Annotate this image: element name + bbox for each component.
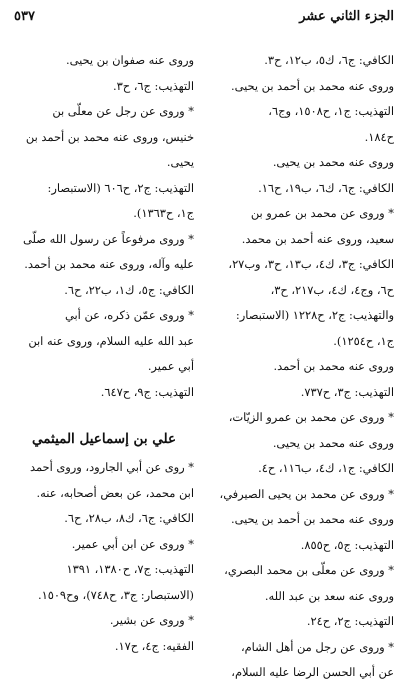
text-line: التهذيب: ج١، ح١٥٠٨، وج٦، bbox=[268, 104, 394, 118]
text-line: عبد الله عليه السلام، وروى عنه ابن bbox=[28, 333, 194, 348]
text-line: التهذيب: ج٥، ح٨٥٥. bbox=[300, 537, 394, 552]
text-line: * وروى عن ابن أبي عمير. bbox=[71, 536, 194, 551]
text-line: الكافي: ج٦، ك٥، ب١٢، ح٣. bbox=[264, 53, 394, 67]
text-line: والتهذيب: ج٢، ح١٢٢٨ (الاستبصار: bbox=[235, 308, 394, 322]
part-title: الجزء الثاني عشر bbox=[299, 9, 394, 24]
text-line: التهذيب: ج٢، ح٦٠٦ (الاستبصار: bbox=[47, 180, 194, 195]
text-line: * وروى مرفوعاً عن رسول الله صلّى bbox=[23, 231, 194, 246]
right-column bbox=[216, 48, 394, 679]
text-line: * وروى عن محمد بن يحيى الصيرفي، bbox=[219, 486, 394, 501]
section-heading: علي بن إسماعيل الميثمي bbox=[31, 431, 177, 447]
text-line: التهذيب: ج٧، ح١٣٨٠، ١٣٩١ bbox=[66, 562, 194, 576]
text-line: ج١، ح١٢٥٤). bbox=[333, 333, 394, 348]
text-line: * وروى عن محمد بن عمرو الزيّات، bbox=[228, 410, 394, 424]
text-line: عن أبي الحسن الرضا عليه السلام، bbox=[231, 665, 394, 679]
section-spacer bbox=[14, 405, 194, 423]
page-number: ٥٣٧ bbox=[14, 9, 35, 24]
text-line: وروى عنه محمد بن أحمد بن يحيى. bbox=[230, 78, 394, 93]
text-line: الكافي: ج٣، ك٤، ب١٣، ح٣، وب٢٧، bbox=[228, 257, 394, 271]
text-line: الفقيه: ج٤، ح١٧. bbox=[114, 638, 194, 653]
text-line: سعيد، وروى عنه أحمد بن محمد. bbox=[241, 231, 394, 246]
text-line: وروى عنه محمد بن يحيى. bbox=[272, 435, 394, 450]
text-line: * وروى عن محمد بن عمرو بن bbox=[250, 206, 394, 220]
text-line: الكافي: ج٦، ك٦، ب١٩، ح١٦. bbox=[258, 180, 394, 195]
text-line: التهذيب: ج٣، ح٧٣٧. bbox=[300, 384, 394, 399]
text-line: * وروى عن بشير. bbox=[109, 613, 194, 627]
text-line: * وروى عن معلّى بن محمد البصري، bbox=[224, 563, 394, 577]
left-column bbox=[14, 48, 194, 653]
text-line: التهذيب: ج٢، ح٢٤. bbox=[306, 614, 394, 628]
text-line: يحيى. bbox=[166, 155, 194, 169]
text-line: ح١٨٤. bbox=[364, 129, 394, 144]
text-line: الكافي: ج١، ك٤، ب١١٦، ح٤. bbox=[258, 461, 394, 475]
text-line: الكافي: ج٦، ك٨، ب٢٨، ح٦. bbox=[64, 511, 194, 525]
text-line: * روى عن أبي الجارود، وروى أحمد bbox=[29, 460, 194, 474]
text-line: وروى عنه سعد بن عبد الله. bbox=[264, 588, 394, 603]
text-line: * وروى عن رجل من أهل الشام، bbox=[240, 639, 394, 654]
text-line: عليه وآله، وروى عنه محمد بن أحمد. bbox=[24, 257, 194, 271]
text-line: * وروى عمّن ذكره، عن أبي bbox=[65, 308, 194, 322]
text-line: وروى عنه محمد بن يحيى. bbox=[272, 155, 394, 169]
text-line: ابن محمد، عن بعض أصحابه، عنه. bbox=[36, 485, 194, 500]
text-line: الكافي: ج٥، ك١، ب٢٢، ح٦. bbox=[64, 282, 194, 297]
text-line: (الاستبصار: ج٣، ح٧٤٨)، وح١٥٠٩. bbox=[37, 587, 194, 602]
text-line: ح٦، وج٤، ك٤، ب٢١٧، ح٣، bbox=[270, 282, 394, 297]
text-line: وروى عنه محمد بن أحمد. bbox=[273, 359, 394, 373]
text-line: أبي عمير. bbox=[147, 359, 194, 373]
text-line: خنيس، وروى عنه محمد بن أحمد بن bbox=[25, 129, 194, 144]
text-line: وروى عنه صفوان بن يحيى. bbox=[65, 53, 194, 67]
text-line: * وروى عن رجل عن معلّى بن bbox=[52, 104, 194, 118]
text-line: التهذيب: ج٩، ح٦٤٧. bbox=[100, 384, 194, 399]
text-line: التهذيب: ج٦، ح٣. bbox=[113, 78, 194, 93]
page-header bbox=[0, 0, 414, 40]
text-line: ج١، ح١٣٦٣). bbox=[133, 206, 194, 220]
text-line: وروى عنه محمد بن أحمد بن يحيى. bbox=[230, 512, 394, 526]
